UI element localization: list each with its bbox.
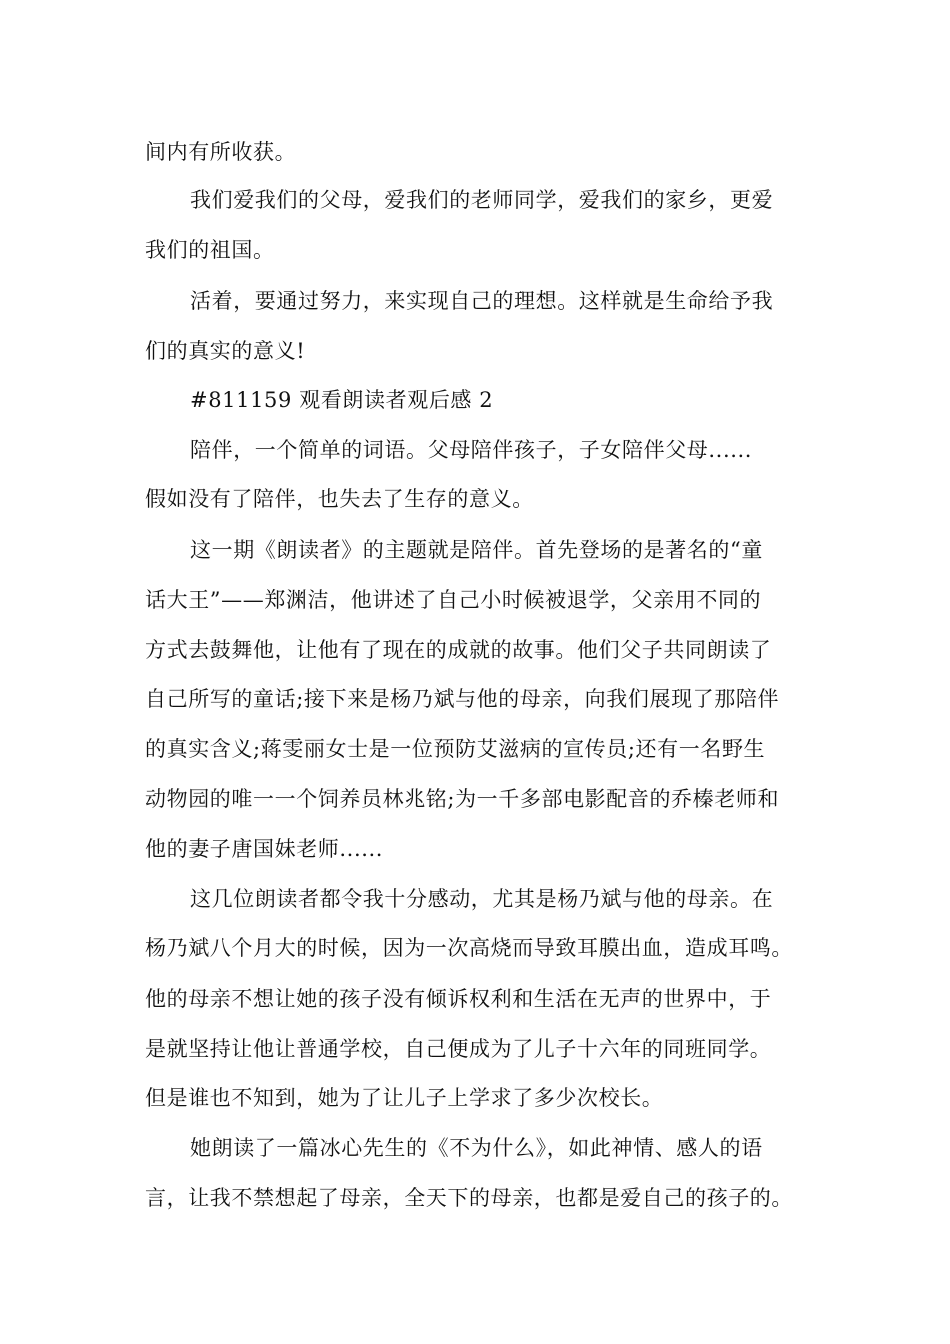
- text-line: 是就坚持让他让普通学校，自己便成为了儿子十六年的同班同学。: [145, 1037, 772, 1061]
- text-line: 杨乃斌八个月大的时候，因为一次高烧而导致耳膜出血，造成耳鸣。: [145, 936, 793, 960]
- text-line: 这一期《朗读者》的主题就是陪伴。首先登场的是著名的“童: [190, 538, 763, 562]
- text-line: 的真实含义;蒋雯丽女士是一位预防艾滋病的宣传员;还有一名野生: [145, 737, 766, 761]
- text-line: 间内有所收获。: [145, 140, 297, 164]
- text-line: 们的真实的意义!: [145, 339, 306, 363]
- section-heading: #811159 观看朗读者观后感 2: [190, 388, 494, 412]
- text-line: 活着，要通过努力，来实现自己的理想。这样就是生命给予我: [190, 289, 774, 313]
- text-line: 假如没有了陪伴，也失去了生存的意义。: [145, 487, 534, 511]
- text-line: 我们的祖国。: [145, 238, 275, 262]
- text-line: 他的妻子唐国妹老师......: [145, 837, 384, 861]
- text-line: 我们爱我们的父母，爱我们的老师同学，爱我们的家乡，更爱: [190, 188, 774, 212]
- text-line: 言，让我不禁想起了母亲，全天下的母亲，也都是爱自己的孩子的。: [145, 1186, 793, 1210]
- text-line: 这几位朗读者都令我十分感动，尤其是杨乃斌与他的母亲。在: [190, 887, 774, 911]
- text-line: 她朗读了一篇冰心先生的《不为什么》，如此神情、感人的语: [190, 1136, 763, 1160]
- text-line: 动物园的唯一一个饲养员林兆铭;为一千多部电影配音的乔榛老师和: [145, 787, 780, 811]
- text-line: 他的母亲不想让她的孩子没有倾诉权利和生活在无声的世界中，于: [145, 987, 772, 1011]
- text-line: 但是谁也不知到，她为了让儿子上学求了多少次校长。: [145, 1086, 664, 1110]
- text-line: 方式去鼓舞他，让他有了现在的成就的故事。他们父子共同朗读了: [145, 638, 772, 662]
- text-line: 自己所写的童话;接下来是杨乃斌与他的母亲，向我们展现了那陪伴: [145, 687, 780, 711]
- text-line: 陪伴，一个简单的词语。父母陪伴孩子，子女陪伴父母......: [190, 438, 753, 462]
- text-line: 话大王”——郑渊洁，他讲述了自己小时候被退学，父亲用不同的: [145, 588, 762, 612]
